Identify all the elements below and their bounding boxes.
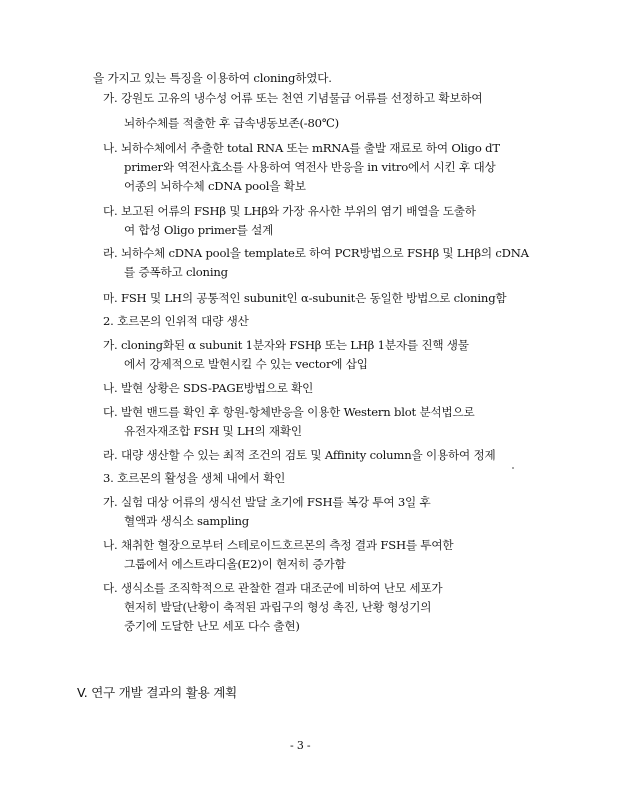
text-line-3-da-2: 현저히 발달(난황이 축적된 과립구의 형성 촉진, 난황 형성기의	[124, 600, 432, 614]
text-line-2-ga-1: 가. cloning화된 α subunit 1분자와 FSHβ 또는 LHβ 1분자를 진핵 생물	[103, 338, 469, 352]
text-line-ga-1: 가. 강원도 고유의 냉수성 어류 또는 천연 기념물급 어류를 선정하고 확보하여	[103, 91, 483, 105]
text-line-ra-2: 를 증폭하고 cloning	[124, 265, 228, 279]
text-line-na-2: primer와 역전사효소를 사용하여 역전사 반응을 in vitro에서 시킨 후 대상	[124, 160, 496, 174]
page-number: - 3 -	[290, 739, 311, 752]
text-line-2-na: 나. 발현 상황은 SDS-PAGE방법으로 확인	[103, 381, 314, 395]
text-line-section-3: 3. 호르몬의 활성을 생체 내에서 확인	[103, 471, 286, 485]
text-line-3-na-2: 그룹에서 에스트라디올(E2)이 현저히 증가함	[124, 557, 346, 571]
text-line-ga-2: 뇌하수체를 적출한 후 급속냉동보존(-80℃)	[124, 116, 339, 130]
text-line-2-ra: 라. 대량 생산할 수 있는 최적 조건의 검토 및 Affinity column을 이용하여 정제	[103, 448, 496, 462]
text-line-2-da-1: 다. 발현 밴드를 확인 후 항원-항체반응을 이용한 Western blot 분석법으로	[103, 405, 475, 419]
stray-mark	[512, 467, 514, 469]
text-line-ma: 마. FSH 및 LH의 공통적인 subunit인 α-subunit은 동일한 방법으로 cloning함	[103, 291, 507, 305]
text-line-da-2: 여 합성 Oligo primer를 설계	[124, 223, 274, 237]
text-line-section-2: 2. 호르몬의 인위적 대량 생산	[103, 314, 249, 328]
text-line-na-1: 나. 뇌하수체에서 추출한 total RNA 또는 mRNA를 출발 재료로 하여 Oligo dT	[103, 141, 500, 155]
text-line-na-3: 어종의 뇌하수체 cDNA pool을 확보	[124, 179, 306, 193]
text-line-3-da-1: 다. 생식소를 조직학적으로 관찰한 결과 대조군에 비하여 난모 세포가	[103, 581, 443, 595]
text-line-ra-1: 라. 뇌하수체 cDNA pool을 template로 하여 PCR방법으로 FSHβ 및 LHβ의 cDNA	[103, 246, 529, 260]
text-line-3-ga-2: 혈액과 생식소 sampling	[124, 514, 249, 528]
text-line-da-1: 다. 보고된 어류의 FSHβ 및 LHβ와 가장 유사한 부위의 염기 배열을 도출하	[103, 204, 476, 218]
text-line-2-da-2: 유전자재조합 FSH 및 LH의 재확인	[124, 424, 302, 438]
text-line-intro: 을 가지고 있는 특징을 이용하여 cloning하였다.	[93, 71, 332, 85]
text-line-3-da-3: 중기에 도달한 난모 세포 다수 출현)	[124, 619, 300, 633]
text-line-3-ga-1: 가. 실험 대상 어류의 생식선 발달 초기에 FSH를 복강 투여 3일 후	[103, 495, 431, 509]
section-heading: V. 연구 개발 결과의 활용 계획	[77, 685, 238, 700]
text-line-3-na-1: 나. 채취한 혈장으로부터 스테로이드호르몬의 측정 결과 FSH를 투여한	[103, 538, 454, 552]
text-line-2-ga-2: 에서 강제적으로 발현시킬 수 있는 vector에 삽입	[124, 357, 368, 371]
